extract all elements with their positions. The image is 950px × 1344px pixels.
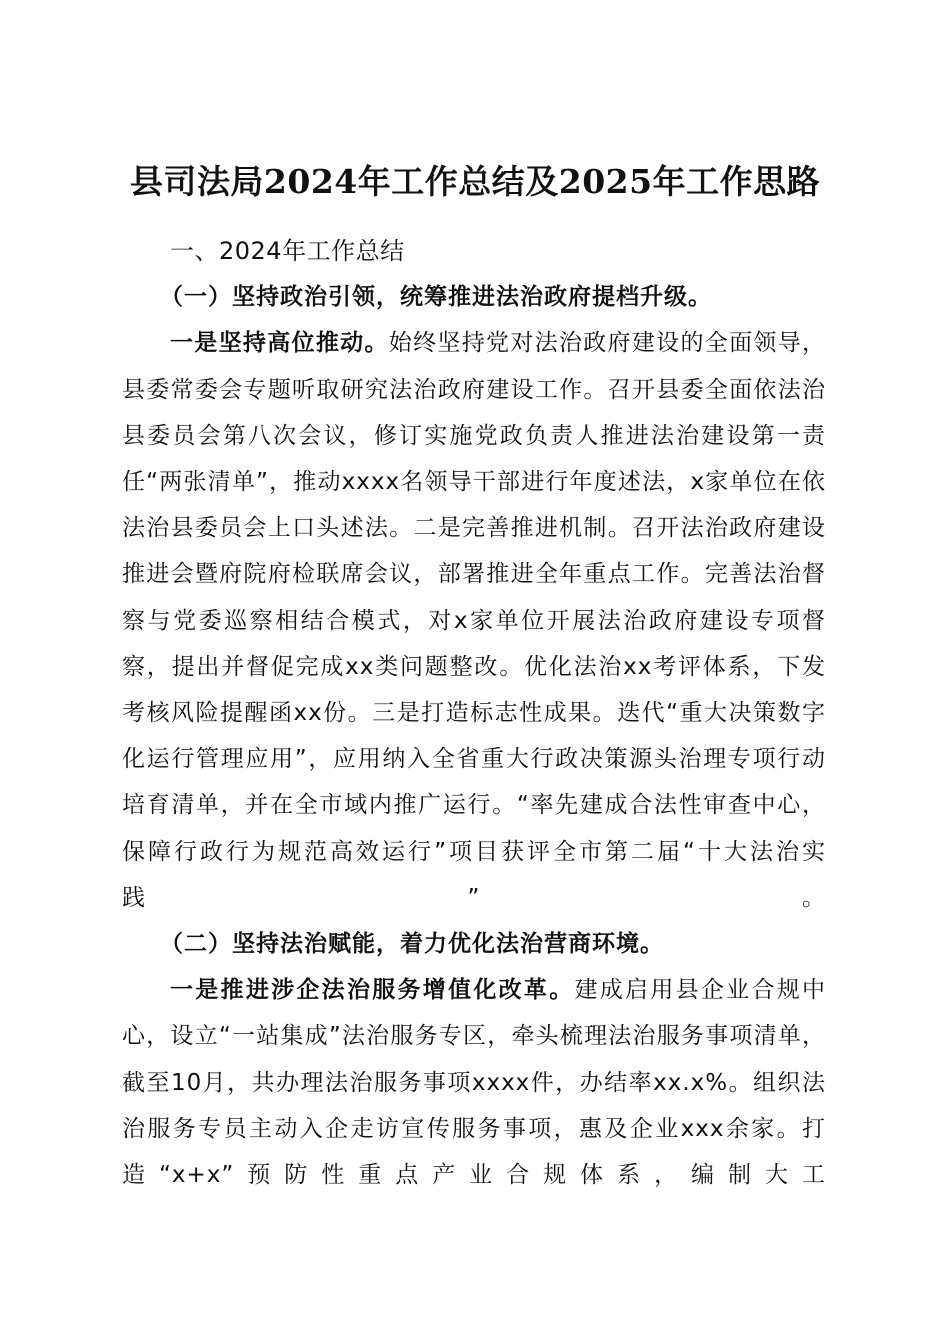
paragraph-2-text: 建成启用县企业合规中心，设立“一站集成”法治服务专区，牵头梳理法治服务事项清单，截至10月，共办理法治服务事项xxxx件，办结率xx.x%。组织法治服务专员主动入企走访宣传服务事项，惠及企业xxx余家。打造“x+x”预防性重点产业合规体系，编制大工 — [122, 977, 827, 1189]
paragraph-1-text: 始终坚持党对法治政府建设的全面领导，县委常委会专题听取研究法治政府建设工作。召开县委全面依法治县委员会第八次会议，修订实施党政负责人推进法治建设第一责任“两张清单”，推动xxxx名领导干部进行年度述法，x家单位在依法治县委员会上口头述法。二是完善推进机制。召开法治政府建设推进会暨府院府检联席会议，部署推进全年重点工作。完善法治督察与党委巡察相结合模式，对x家单位开展法治政府建设专项督察，提出并督促完成xx类问题整改。优化法治xx考评体系，下发考核风险提醒函xx份。三是打造标志性成果。迭代“重大决策数字化运行管理应用”，应用纳入全省重大行政决策源头治理专项行动培育清单，并在全市域内推广运行。“率先建成合法性审查中心，保障行政行为规范高效运行”项目获评全市第二届“十大法治实践”。 — [122, 330, 827, 911]
document-body — [122, 228, 826, 1198]
paragraph-2-lead: 一是推进涉企法治服务增值化改革。 — [170, 977, 575, 1004]
document-title: 县司法局2024年工作总结及2025年工作思路 — [129, 162, 821, 202]
section-heading: 一、2024年工作总结 — [170, 237, 405, 265]
subsection-heading-1: （一）坚持政治引领，统筹推进法治政府提档升级。 — [160, 284, 712, 311]
paragraph-2 — [122, 967, 826, 1198]
paragraph-1-lead: 一是坚持高位推动。 — [170, 330, 389, 357]
paragraph-1 — [122, 320, 826, 921]
subsection-heading-2: （二）坚持法治赋能，着力优化法治营商环境。 — [160, 931, 664, 958]
